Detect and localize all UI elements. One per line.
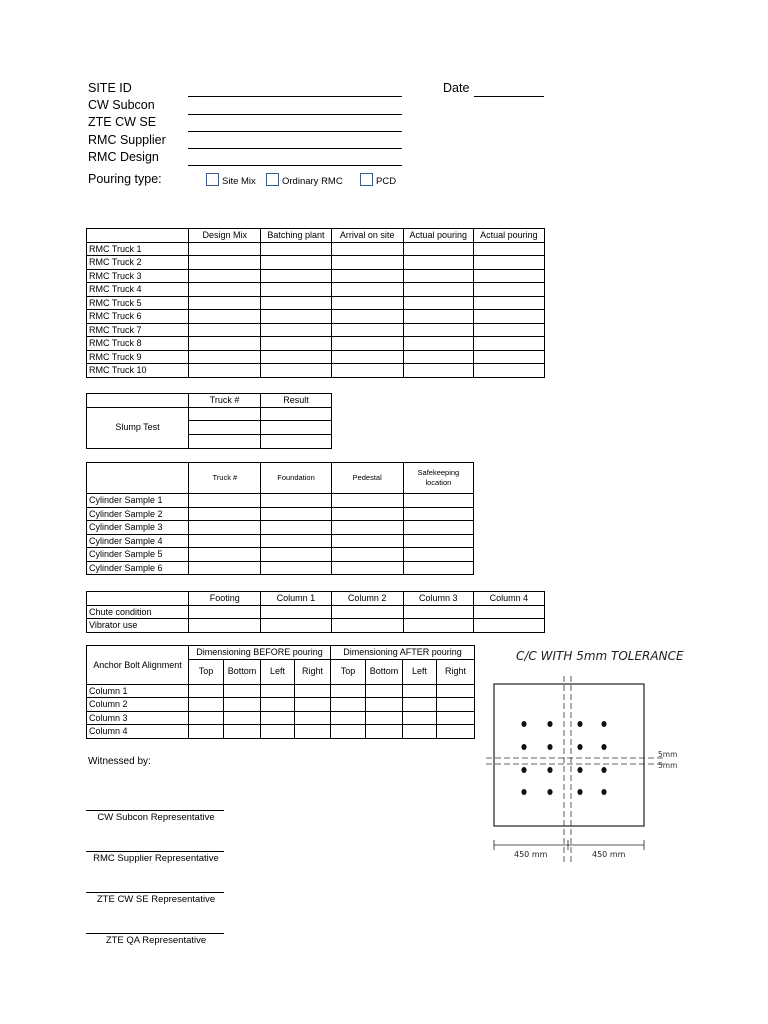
truck-entry-cell[interactable]	[403, 337, 473, 351]
bolt-dot	[521, 744, 526, 750]
alignment-entry-cell[interactable]	[366, 725, 403, 739]
alignment-entry-cell[interactable]	[261, 698, 295, 712]
truck-entry-cell[interactable]	[331, 296, 403, 310]
truck-entry-cell[interactable]	[261, 296, 331, 310]
row-label: Chute condition	[87, 605, 189, 619]
truck-entry-cell[interactable]	[473, 310, 544, 324]
cylinder-entry-cell[interactable]	[261, 534, 331, 548]
table-row	[87, 711, 475, 725]
header-cyl-truck: Truck #	[189, 463, 261, 494]
truck-entry-cell[interactable]	[403, 310, 473, 324]
rmc-design-field[interactable]	[188, 165, 402, 166]
row-label: Cylinder Sample 6	[87, 561, 189, 575]
cylinder-entry-cell[interactable]	[331, 521, 403, 535]
footing-table	[86, 591, 545, 633]
alignment-entry-cell[interactable]	[295, 698, 331, 712]
cylinder-entry-cell[interactable]	[189, 494, 261, 508]
cylinder-entry-cell[interactable]	[331, 548, 403, 562]
table-row	[87, 494, 474, 508]
table-row	[87, 534, 474, 548]
truck-entry-cell[interactable]	[331, 310, 403, 324]
table-row	[87, 507, 474, 521]
slump-result-cell[interactable]	[261, 407, 332, 421]
header-column-1: Column 1	[261, 592, 331, 606]
truck-entry-cell[interactable]	[261, 350, 331, 364]
slump-truck-cell[interactable]	[189, 434, 261, 448]
alignment-entry-cell[interactable]	[224, 684, 261, 698]
site-id-field[interactable]	[188, 96, 402, 97]
bolt-dot	[547, 789, 552, 795]
truck-entry-cell[interactable]	[473, 364, 544, 378]
cylinder-entry-cell[interactable]	[331, 561, 403, 575]
truck-entry-cell[interactable]	[473, 296, 544, 310]
row-label: Cylinder Sample 5	[87, 548, 189, 562]
row-label: Column 3	[87, 711, 189, 725]
alignment-entry-cell[interactable]	[403, 684, 437, 698]
footing-entry-cell[interactable]	[473, 619, 544, 633]
truck-entry-cell[interactable]	[331, 256, 403, 270]
bolt-dot	[601, 721, 606, 727]
header-arrival-on-site: Arrival on site	[331, 229, 403, 243]
row-label: RMC Truck 6	[87, 310, 189, 324]
truck-entry-cell[interactable]	[189, 269, 261, 283]
pcd-checkbox[interactable]	[360, 173, 373, 186]
cylinder-entry-cell[interactable]	[189, 548, 261, 562]
alignment-entry-cell[interactable]	[189, 711, 224, 725]
subheader-right: Right	[295, 659, 331, 684]
footing-entry-cell[interactable]	[261, 605, 331, 619]
cylinder-entry-cell[interactable]	[189, 534, 261, 548]
table-row	[87, 350, 545, 364]
bolt-dot	[521, 721, 526, 727]
truck-entry-cell[interactable]	[473, 323, 544, 337]
alignment-entry-cell[interactable]	[261, 684, 295, 698]
footing-entry-cell[interactable]	[189, 619, 261, 633]
cyl-header-empty	[87, 463, 189, 494]
subheader-left: Left	[261, 659, 295, 684]
signatory-zte-qa: ZTE QA Representative	[105, 935, 207, 946]
row-label: Column 4	[87, 725, 189, 739]
alignment-entry-cell[interactable]	[189, 698, 224, 712]
bolt-dot	[601, 767, 606, 773]
row-label: Cylinder Sample 1	[87, 494, 189, 508]
cylinder-entry-cell[interactable]	[189, 521, 261, 535]
truck-entry-cell[interactable]	[261, 310, 331, 324]
alignment-entry-cell[interactable]	[261, 711, 295, 725]
alignment-entry-cell[interactable]	[189, 684, 224, 698]
rmc-trucks-table	[86, 228, 545, 378]
site-mix-label: Site Mix	[222, 176, 256, 187]
truck-entry-cell[interactable]	[331, 323, 403, 337]
truck-entry-cell[interactable]	[473, 350, 544, 364]
signature-line-cw-subcon[interactable]	[86, 810, 224, 811]
table-row	[87, 310, 545, 324]
alignment-entry-cell[interactable]	[331, 684, 366, 698]
label-date: Date	[443, 81, 470, 95]
table-row	[87, 619, 545, 633]
pcd-label: PCD	[376, 176, 397, 187]
subheader-right: Right	[437, 659, 475, 684]
cylinder-entry-cell[interactable]	[261, 494, 331, 508]
alignment-entry-cell[interactable]	[331, 698, 366, 712]
truck-entry-cell[interactable]	[403, 296, 473, 310]
cylinder-entry-cell[interactable]	[261, 507, 331, 521]
truck-entry-cell[interactable]	[473, 242, 544, 256]
truck-entry-cell[interactable]	[189, 350, 261, 364]
bolt-dot	[547, 744, 552, 750]
anchor-bolt-table	[86, 645, 475, 739]
row-label: RMC Truck 10	[87, 364, 189, 378]
truck-entry-cell[interactable]	[473, 256, 544, 270]
row-label: RMC Truck 3	[87, 269, 189, 283]
cw-subcon-field[interactable]	[188, 114, 402, 115]
anchor-bolt-alignment-label: Anchor Bolt Alignment	[87, 646, 189, 685]
table-header-row	[87, 229, 545, 243]
option-ordinary-rmc[interactable]	[266, 173, 343, 187]
alignment-entry-cell[interactable]	[366, 684, 403, 698]
header-batching-plant: Batching plant	[261, 229, 331, 243]
option-pcd[interactable]	[360, 173, 396, 187]
label-site-id: SITE ID	[88, 81, 132, 95]
footing-entry-cell[interactable]	[403, 605, 473, 619]
signatory-cw-subcon: CW Subcon Representative	[97, 812, 215, 823]
truck-entry-cell[interactable]	[403, 242, 473, 256]
group-before-pouring: Dimensioning BEFORE pouring	[189, 646, 331, 660]
row-label: RMC Truck 9	[87, 350, 189, 364]
label-rmc-supplier: RMC Supplier	[88, 133, 166, 147]
slump-truck-cell[interactable]	[189, 407, 261, 421]
truck-entry-cell[interactable]	[189, 242, 261, 256]
header-slump-result: Result	[261, 394, 332, 408]
cylinder-entry-cell[interactable]	[189, 561, 261, 575]
date-field[interactable]	[474, 96, 544, 97]
slump-result-cell[interactable]	[261, 421, 332, 435]
signatory-rmc-supplier: RMC Supplier Representative	[93, 853, 219, 864]
table-row	[87, 256, 545, 270]
truck-entry-cell[interactable]	[331, 337, 403, 351]
cylinder-entry-cell[interactable]	[403, 548, 473, 562]
bolt-dot	[521, 767, 526, 773]
truck-entry-cell[interactable]	[189, 296, 261, 310]
row-label: RMC Truck 1	[87, 242, 189, 256]
alignment-entry-cell[interactable]	[295, 725, 331, 739]
alignment-entry-cell[interactable]	[403, 711, 437, 725]
subheader-top: Top	[331, 659, 366, 684]
alignment-entry-cell[interactable]	[224, 711, 261, 725]
row-label: Cylinder Sample 4	[87, 534, 189, 548]
cylinder-entry-cell[interactable]	[403, 521, 473, 535]
table-row	[87, 283, 545, 297]
alignment-entry-cell[interactable]	[224, 698, 261, 712]
bolt-dot	[577, 789, 582, 795]
cylinder-entry-cell[interactable]	[261, 561, 331, 575]
truck-entry-cell[interactable]	[473, 269, 544, 283]
label-pouring-type: Pouring type:	[88, 172, 162, 186]
cylinder-entry-cell[interactable]	[331, 494, 403, 508]
footing-entry-cell[interactable]	[331, 605, 403, 619]
bolt-dot	[547, 721, 552, 727]
truck-entry-cell[interactable]	[403, 364, 473, 378]
row-label: Column 2	[87, 698, 189, 712]
subheader-bottom: Bottom	[366, 659, 403, 684]
header-slump-truck: Truck #	[189, 394, 261, 408]
signatory-zte-cw-se: ZTE CW SE Representative	[96, 894, 216, 905]
truck-entry-cell[interactable]	[331, 283, 403, 297]
truck-entry-cell[interactable]	[189, 283, 261, 297]
table-row	[87, 323, 545, 337]
signature-line-zte-qa[interactable]	[86, 933, 224, 934]
header-design-mix: Design Mix	[189, 229, 261, 243]
ordinary-rmc-label: Ordinary RMC	[282, 176, 343, 187]
slump-test-table	[86, 393, 332, 449]
truck-entry-cell[interactable]	[189, 310, 261, 324]
footing-header-empty	[87, 592, 189, 606]
bolt-dot	[577, 767, 582, 773]
tolerance-label-1: 5mm	[658, 750, 678, 759]
truck-entry-cell[interactable]	[403, 256, 473, 270]
table-row	[87, 521, 474, 535]
anchor-bolt-sketch	[486, 640, 700, 866]
truck-entry-cell[interactable]	[261, 242, 331, 256]
cylinder-entry-cell[interactable]	[331, 507, 403, 521]
header-pedestal: Pedestal	[331, 463, 403, 494]
label-rmc-design: RMC Design	[88, 150, 159, 164]
slump-test-label: Slump Test	[87, 407, 189, 448]
alignment-entry-cell[interactable]	[331, 725, 366, 739]
bolt-dot	[577, 744, 582, 750]
table-row	[87, 684, 475, 698]
alignment-entry-cell[interactable]	[295, 684, 331, 698]
truck-entry-cell[interactable]	[403, 323, 473, 337]
table-row	[87, 725, 475, 739]
alignment-entry-cell[interactable]	[189, 725, 224, 739]
alignment-entry-cell[interactable]	[437, 711, 475, 725]
truck-entry-cell[interactable]	[189, 256, 261, 270]
cylinder-entry-cell[interactable]	[331, 534, 403, 548]
table-row	[87, 296, 545, 310]
footing-entry-cell[interactable]	[403, 619, 473, 633]
truck-entry-cell[interactable]	[403, 269, 473, 283]
dimension-label-right: 450 mm	[592, 850, 626, 859]
header-safekeeping-location: Safekeeping location	[403, 463, 473, 494]
alignment-entry-cell[interactable]	[437, 698, 475, 712]
label-cw-subcon: CW Subcon	[88, 98, 155, 112]
truck-entry-cell[interactable]	[189, 337, 261, 351]
subheader-bottom: Bottom	[224, 659, 261, 684]
row-label: Cylinder Sample 3	[87, 521, 189, 535]
dimension-label-left: 450 mm	[514, 850, 548, 859]
table-row	[87, 242, 545, 256]
header-actual-pouring-1: Actual pouring	[403, 229, 473, 243]
row-label: RMC Truck 5	[87, 296, 189, 310]
row-label: Cylinder Sample 2	[87, 507, 189, 521]
header-cell-empty	[87, 229, 189, 243]
witnessed-by-label: Witnessed by:	[88, 756, 151, 767]
header-footing: Footing	[189, 592, 261, 606]
slump-result-cell[interactable]	[261, 434, 332, 448]
truck-entry-cell[interactable]	[473, 283, 544, 297]
sketch-title: C/C WITH 5mm TOLERANCE	[516, 649, 684, 663]
truck-entry-cell[interactable]	[261, 283, 331, 297]
footing-entry-cell[interactable]	[331, 619, 403, 633]
row-label: Vibrator use	[87, 619, 189, 633]
cylinder-entry-cell[interactable]	[261, 521, 331, 535]
truck-entry-cell[interactable]	[189, 323, 261, 337]
table-row	[87, 548, 474, 562]
truck-entry-cell[interactable]	[331, 269, 403, 283]
cylinder-entry-cell[interactable]	[403, 494, 473, 508]
subheader-top: Top	[189, 659, 224, 684]
alignment-entry-cell[interactable]	[437, 684, 475, 698]
cylinder-entry-cell[interactable]	[403, 561, 473, 575]
row-label: RMC Truck 8	[87, 337, 189, 351]
group-after-pouring: Dimensioning AFTER pouring	[331, 646, 475, 660]
row-label: RMC Truck 4	[87, 283, 189, 297]
table-row	[87, 364, 545, 378]
truck-entry-cell[interactable]	[261, 337, 331, 351]
cylinder-entry-cell[interactable]	[403, 507, 473, 521]
header-column-4: Column 4	[473, 592, 544, 606]
alignment-entry-cell[interactable]	[366, 698, 403, 712]
table-row	[87, 605, 545, 619]
slump-truck-cell[interactable]	[189, 421, 261, 435]
truck-entry-cell[interactable]	[189, 364, 261, 378]
alignment-entry-cell[interactable]	[295, 711, 331, 725]
bolt-dot	[601, 789, 606, 795]
header-foundation: Foundation	[261, 463, 331, 494]
row-label: RMC Truck 2	[87, 256, 189, 270]
alignment-entry-cell[interactable]	[224, 725, 261, 739]
truck-entry-cell[interactable]	[473, 337, 544, 351]
truck-entry-cell[interactable]	[331, 242, 403, 256]
truck-entry-cell[interactable]	[261, 256, 331, 270]
cylinder-entry-cell[interactable]	[261, 548, 331, 562]
tolerance-label-2: 5mm	[658, 761, 678, 770]
footing-entry-cell[interactable]	[189, 605, 261, 619]
cylinder-entry-cell[interactable]	[403, 534, 473, 548]
table-row	[87, 269, 545, 283]
label-zte-cw-se: ZTE CW SE	[88, 115, 157, 129]
bolt-dot	[577, 721, 582, 727]
ordinary-rmc-checkbox[interactable]	[266, 173, 279, 186]
alignment-entry-cell[interactable]	[366, 711, 403, 725]
baseplate-outline	[494, 684, 644, 826]
truck-entry-cell[interactable]	[403, 283, 473, 297]
table-row	[87, 561, 474, 575]
signature-line-zte-cw-se[interactable]	[86, 892, 224, 893]
signature-line-rmc-supplier[interactable]	[86, 851, 224, 852]
cylinder-sample-table	[86, 462, 474, 575]
cylinder-entry-cell[interactable]	[189, 507, 261, 521]
bolt-dot	[521, 789, 526, 795]
row-label: Column 1	[87, 684, 189, 698]
bolt-dot	[547, 767, 552, 773]
truck-entry-cell[interactable]	[331, 350, 403, 364]
row-label: RMC Truck 7	[87, 323, 189, 337]
truck-entry-cell[interactable]	[261, 269, 331, 283]
option-site-mix[interactable]	[206, 173, 256, 187]
alignment-entry-cell[interactable]	[331, 711, 366, 725]
truck-entry-cell[interactable]	[403, 350, 473, 364]
zte-cw-se-field[interactable]	[188, 131, 402, 132]
table-row	[87, 337, 545, 351]
site-mix-checkbox[interactable]	[206, 173, 219, 186]
bolt-dot	[601, 744, 606, 750]
subheader-left: Left	[403, 659, 437, 684]
alignment-entry-cell[interactable]	[437, 725, 475, 739]
rmc-supplier-field[interactable]	[188, 148, 402, 149]
truck-entry-cell[interactable]	[261, 364, 331, 378]
slump-cell-empty	[87, 394, 189, 408]
truck-entry-cell[interactable]	[261, 323, 331, 337]
footing-entry-cell[interactable]	[473, 605, 544, 619]
alignment-entry-cell[interactable]	[403, 725, 437, 739]
table-row	[87, 698, 475, 712]
truck-entry-cell[interactable]	[331, 364, 403, 378]
header-actual-pouring-2: Actual pouring	[473, 229, 544, 243]
header-column-2: Column 2	[331, 592, 403, 606]
alignment-entry-cell[interactable]	[261, 725, 295, 739]
footing-entry-cell[interactable]	[261, 619, 331, 633]
alignment-entry-cell[interactable]	[403, 698, 437, 712]
header-column-3: Column 3	[403, 592, 473, 606]
